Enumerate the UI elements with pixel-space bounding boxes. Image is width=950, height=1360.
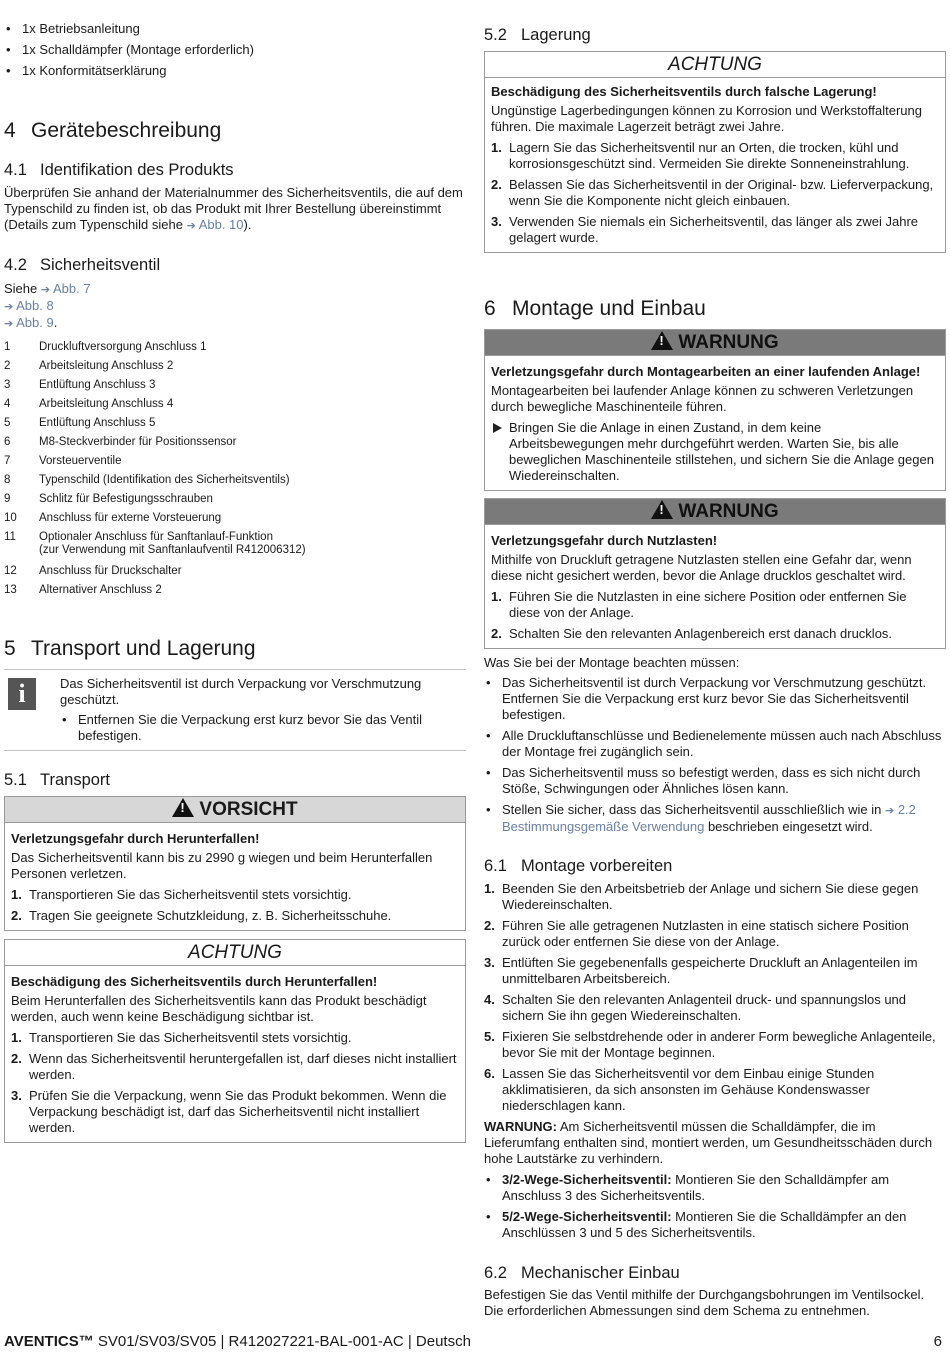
notice-box: ACHTUNG Beschädigung des Sicherheitsventils durch Herunterfallen! Beim Herunterfallen des Sicherheitsventils kann das Produkt beschädigt werden, auch wenn keine Beschädigung sichtbar ist. 1. Transportieren Sie das Sicherheitsventil stets vorsichtig. 2. Wenn das Sicherheitsventil heruntergefallen ist, darf dieses nicht installiert werden. 3. Prüfen Sie die Verpackung, wenn Sie das Produkt bekommen. Wenn die Verpackung beschädigt ist, darf das Sicherheitsventil nicht installiert werden.	[4, 939, 466, 1143]
section-6-1-heading: 6.1 Montage vorbereiten	[484, 857, 673, 875]
list-item: 6. Lassen Sie das Sicherheitsventil vor dem Einbau einige Stunden akklimatisieren, da sich ansonsten im Gehäuse Kondenswasser niederschlagen kann.	[484, 1066, 875, 1113]
legend-row: 9 Schlitz für Befestigungsschrauben	[4, 493, 213, 505]
warning-box-payloads: !WARNUNG Verletzungsgefahr durch Nutzlasten! Mithilfe von Druckluft getragene Nutzlasten stellen eine Gefahr dar, wenn diese nicht gesichert werden, bevor die Anlage drucklos geschaltet wird. 1. Führen Sie die Nutzlasten in eine sichere Position oder entfernen Sie diese von der Anlage. 2. Schalten Sie den relevanten Anlagenbereich erst danach drucklos.	[484, 498, 946, 649]
section-5-2-heading: 5.2 Lagerung	[484, 26, 591, 44]
legend-row: 4 Arbeitsleitung Anschluss 4	[4, 398, 174, 410]
figure-8-link[interactable]: Abb. 8	[16, 298, 54, 313]
page-number: 6	[933, 1333, 942, 1350]
mechanical-installation-text: Befestigen Sie das Ventil mithilfe der Durchgangsbohrungen im Ventilsockel. Die erforderlichen Abmessungen sind dem Schema zu entnehmen.	[484, 1287, 925, 1318]
legend-row: 12 Anschluss für Druckschalter	[4, 565, 182, 577]
warning-box-running-system: !WARNUNG Verletzungsgefahr durch Montagearbeiten an einer laufenden Anlage! Montagearbeiten bei laufender Anlage können zu schweren Verletzungen durch bewegliche Maschinenteile führen. Bringen Sie die Anlage in einen Zustand, in dem keine Arbeitsbewegungen mehr durchgeführt werden. Warten Sie, bis alle beweglichen Maschinenteile stillstehen, und sichern Sie die Anlage gegen Wiedereinschalten.	[484, 329, 946, 491]
section-6-2-heading: 6.2 Mechanischer Einbau	[484, 1264, 680, 1282]
list-item: 1. Transportieren Sie das Sicherheitsventil stets vorsichtig.	[11, 1030, 352, 1045]
list-item: • 3/2-Wege-Sicherheitsventil: Montieren Sie den Schalldämpfer am Anschluss 3 des Sicherheitsventils.	[484, 1172, 946, 1204]
list-item: 3. Entlüften Sie gegebenenfalls gespeicherte Druckluft an Anlagenteilen im unmittelbaren Arbeitsbereich.	[484, 955, 918, 986]
info-icon: i	[8, 678, 36, 710]
legend-row: 10 Anschluss für externe Vorsteuerung	[4, 512, 222, 524]
list-item: • Alle Druckluftanschlüsse und Bedienelemente müssen auch nach Abschluss der Montage frei zugänglich sein.	[484, 728, 946, 760]
legend-row: 1 Druckluftversorgung Anschluss 1	[4, 341, 207, 353]
list-item: • Das Sicherheitsventil muss so befestigt werden, dass es sich nicht durch Stöße, Schwingungen oder Ähnliches lösen kann.	[484, 765, 946, 797]
list-item: 1. Beenden Sie den Arbeitsbetrieb der Anlage und sichern Sie diese gegen Wiedereinschalten.	[484, 881, 919, 912]
list-item: 1. Transportieren Sie das Sicherheitsventil stets vorsichtig.	[11, 887, 352, 902]
preparation-steps	[484, 881, 946, 1114]
info-notice: i Das Sicherheitsventil ist durch Verpackung vor Verschmutzung geschützt. • Entfernen Sie die Verpackung erst kurz bevor Sie das Ventil befestigen.	[4, 669, 466, 751]
legend-row: 11 Optionaler Anschluss für Sanftanlauf-Funktion (zur Verwendung mit Sanftanlaufventil R412006312)	[4, 531, 306, 556]
caution-box: !VORSICHT Verletzungsgefahr durch Herunterfallen! Das Sicherheitsventil kann bis zu 2990 g wiegen und beim Herunterfallen Personen verletzen. 1. Transportieren Sie das Sicherheitsventil stets vorsichtig. 2. Tragen Sie geeignete Schutzkleidung, z. B. Sicherheitsschuhe.	[4, 796, 466, 931]
legend-row: 8 Typenschild (Identifikation des Sicherheitsventils)	[4, 474, 290, 486]
silencer-warning: WARNUNG: Am Sicherheitsventil müssen die Schalldämpfer, die im Lieferumfang enthalten sind, montiert werden, um Gesundheitsschäden durch hohe Lautstärke zu verhindern.	[484, 1119, 933, 1166]
figure-9-link[interactable]: Abb. 9	[16, 315, 54, 330]
list-item: • Das Sicherheitsventil ist durch Verpackung vor Verschmutzung geschützt. Entfernen Sie die Verpackung erst kurz bevor Sie das Sicherheitsventil befestigen.	[484, 675, 946, 723]
list-item: 1. Führen Sie die Nutzlasten in eine sichere Position oder entfernen Sie diese von der Anlage.	[491, 589, 907, 620]
footer-doc-info: AVENTICS™ SV01/SV03/SV05 | R412027221-BAL-001-AC | Deutsch	[4, 1333, 471, 1350]
storage-notice-box: ACHTUNG Beschädigung des Sicherheitsventils durch falsche Lagerung! Ungünstige Lagerbedingungen können zu Korrosion und Werkstoffalterung führen. Die maximale Lagerzeit beträgt zwei Jahre. 1. Lagern Sie das Sicherheitsventil nur an Orten, die trocken, kühl und korrosionsgeschützt sind. Vermeiden Sie direkte Sonneneinstrahlung. 2. Belassen Sie das Sicherheitsventil in der Original- bzw. Lieferverpackung, wenn Sie die Komponente nicht gleich einbauen. 3. Verwenden Sie niemals ein Sicherheitsventil, das länger als zwei Jahre gelagert wurde.	[484, 51, 946, 253]
list-item: 2. Schalten Sie den relevanten Anlagenbereich erst danach drucklos.	[491, 626, 893, 641]
section-5-1-heading: 5.1 Transport	[4, 771, 110, 789]
section-4-heading: 4 Gerätebeschreibung	[4, 119, 222, 142]
legend-row: 7 Vorsteuerventile	[4, 455, 122, 467]
list-item: • Stellen Sie sicher, dass das Sicherheitsventil ausschließlich wie in ➔ 2.2 Bestimmungsgemäße Verwendung beschrieben eingesetzt wird.	[484, 802, 946, 835]
silencer-list	[484, 1172, 946, 1241]
figure-refs: Siehe ➔ Abb. 7 ➔ Abb. 8 ➔ Abb. 9.	[4, 281, 91, 330]
arrow-right-icon: ➔	[40, 284, 51, 296]
figure-7-link[interactable]: Abb. 7	[53, 281, 91, 296]
list-item: 1. Lagern Sie das Sicherheitsventil nur an Orten, die trocken, kühl und korrosionsgeschützt sind. Vermeiden Sie direkte Sonneneinstrahlung.	[491, 140, 910, 171]
legend-row: 6 M8-Steckverbinder für Positionssensor	[4, 436, 237, 448]
montage-notes-list	[484, 675, 946, 835]
list-item: • 5/2-Wege-Sicherheitsventil: Montieren Sie die Schalldämpfer an den Anschlüssen 3 und 5 des Sicherheitsventils.	[484, 1209, 946, 1241]
list-item: 5. Fixieren Sie selbstdrehende oder in anderer Form bewegliche Anlagenteile, bevor Sie mit der Montage beginnen.	[484, 1029, 936, 1060]
arrow-right-icon: ➔	[4, 318, 14, 330]
arrow-right-icon: ➔	[884, 805, 895, 817]
scope-of-delivery-list	[4, 21, 466, 79]
action-arrow-icon	[493, 423, 502, 433]
caution-header: !VORSICHT	[5, 797, 465, 823]
list-item: 3. Prüfen Sie die Verpackung, wenn Sie das Produkt bekommen. Wenn die Verpackung beschädigt ist, darf das Sicherheitsventil nicht installiert werden.	[11, 1088, 447, 1135]
list-item: • 1x Betriebsanleitung	[4, 21, 466, 37]
list-item: • 1x Schalldämpfer (Montage erforderlich)	[4, 42, 466, 58]
list-item: 3. Verwenden Sie niemals ein Sicherheitsventil, das länger als zwei Jahre gelagert wurde.	[491, 214, 918, 245]
warning-triangle-icon	[651, 500, 673, 519]
list-item: • Entfernen Sie die Verpackung erst kurz bevor Sie das Ventil befestigen.	[60, 712, 466, 744]
arrow-right-icon: ➔	[4, 301, 14, 313]
warning-header: !WARNUNG	[485, 499, 945, 525]
legend-row: 13 Alternativer Anschluss 2	[4, 584, 162, 596]
list-item: • 1x Konformitätserklärung	[4, 63, 466, 79]
notice-header: ACHTUNG	[485, 52, 945, 78]
identification-paragraph: Überprüfen Sie anhand der Materialnummer des Sicherheitsventils, die auf dem Typenschild zu finden ist, ob das Produkt mit Ihrer Bestellung übereinstimmt (Details zum Typenschild siehe ➔ Abb. 10).	[4, 185, 463, 232]
right-column	[484, 0, 946, 1319]
warning-triangle-icon	[172, 798, 194, 817]
section-4-2-heading: 4.2 Sicherheitsventil	[4, 256, 161, 274]
legend-row: 3 Entlüftung Anschluss 3	[4, 379, 156, 391]
list-item: 2. Tragen Sie geeignete Schutzkleidung, z. B. Sicherheitsschuhe.	[11, 908, 392, 923]
section-4-1-heading: 4.1 Identifikation des Produkts	[4, 161, 234, 179]
warning-header: !WARNUNG	[485, 330, 945, 356]
warning-triangle-icon	[651, 331, 673, 350]
legend-row: 5 Entlüftung Anschluss 5	[4, 417, 156, 429]
list-item: 2. Belassen Sie das Sicherheitsventil in der Original- bzw. Lieferverpackung, wenn Sie die Komponente nicht gleich einbauen.	[491, 177, 934, 208]
notice-header: ACHTUNG	[5, 940, 465, 966]
intended-use-link[interactable]: 2.2 Bestimmungsgemäße Verwendung	[502, 802, 916, 834]
left-column	[4, 0, 466, 1143]
section-6-heading: 6 Montage und Einbau	[484, 297, 706, 320]
section-5-heading: 5 Transport und Lagerung	[4, 637, 256, 660]
arrow-right-icon: ➔	[186, 220, 196, 232]
list-item: 2. Führen Sie alle getragenen Nutzlasten in eine statisch sichere Position zurück oder entfernen Sie diese von der Anlage.	[484, 918, 909, 949]
montage-intro: Was Sie bei der Montage beachten müssen:	[484, 655, 740, 670]
legend-row: 2 Arbeitsleitung Anschluss 2	[4, 360, 174, 372]
list-item: 4. Schalten Sie den relevanten Anlagenteil druck- und spannungslos und sichern Sie ihn gegen Wiedereinschalten.	[484, 992, 907, 1023]
list-item: Bringen Sie die Anlage in einen Zustand, in dem keine Arbeitsbewegungen mehr durchgeführt werden. Warten Sie, bis alle beweglichen Maschinenteile stillstehen, und sichern Sie die Anlage gegen Wiedereinschalten.	[491, 420, 939, 484]
component-legend	[4, 341, 466, 603]
figure-10-link[interactable]: Abb. 10	[198, 217, 244, 232]
page-footer	[4, 1333, 942, 1350]
list-item: 2. Wenn das Sicherheitsventil heruntergefallen ist, darf dieses nicht installiert werden.	[11, 1051, 457, 1082]
